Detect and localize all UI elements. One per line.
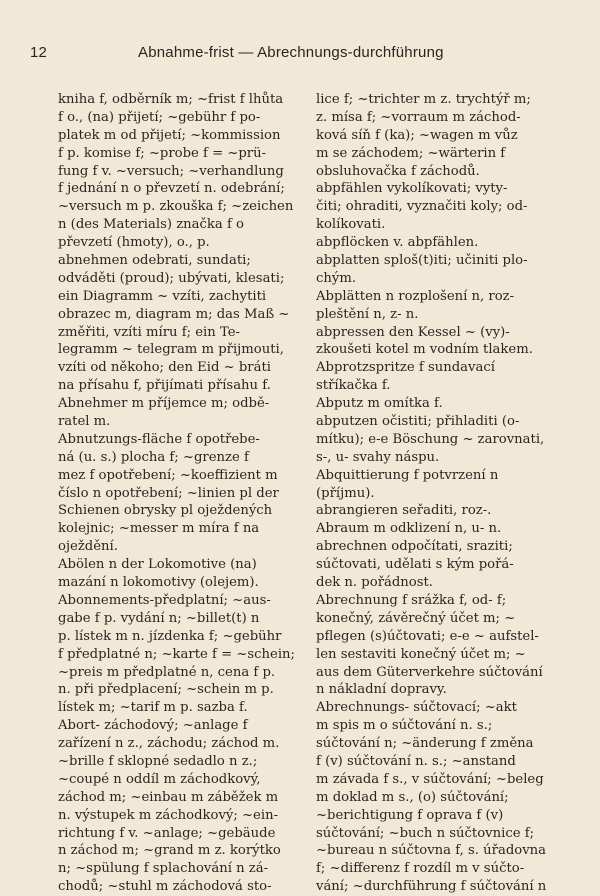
text-line: ein Diagramm ~ vzíti, zachytiti xyxy=(58,288,267,304)
text-line: převzetí (hmoty), o., p. xyxy=(58,235,210,251)
text-line: f jednání n o převzetí n. odebrání; xyxy=(58,181,285,197)
text-line: n (des Materials) značka f o xyxy=(58,217,244,233)
text-line: Abrechnungs- súčtovací; ~akt xyxy=(316,700,517,716)
text-line: stříkačka f. xyxy=(316,378,391,394)
text-line: vzíti od někoho; den Eid ~ bráti xyxy=(58,360,271,376)
text-line: Abonnements-předplatní; ~aus- xyxy=(58,592,271,608)
text-line: platek m od přijetí; ~kommission xyxy=(58,127,281,143)
text-line: pleštění n, z- n. xyxy=(316,306,419,322)
right-column xyxy=(316,91,566,896)
text-line: abnehmen odebrati, sundati; xyxy=(58,253,251,269)
text-line: fung f v. ~versuch; ~verhandlung xyxy=(58,163,284,179)
text-line: f; ~differenz f rozdíl m v súčto- xyxy=(316,861,525,877)
text-line: lice f; ~trichter m z. trychtýř m; xyxy=(316,92,531,107)
text-line: m závada f s., v súčtování; ~beleg xyxy=(316,771,544,787)
text-line: z. mísa f; ~vorraum m záchod- xyxy=(316,109,521,125)
text-line: m se záchodem; ~wärterin f xyxy=(316,145,506,161)
text-line: ~bureau n súčtovna f, s. úřadovna xyxy=(316,843,547,859)
text-line: f předplatné n; ~karte f = ~schein; xyxy=(58,646,295,662)
text-line: ~coupé n oddíl m záchodkový, xyxy=(58,771,261,787)
text-line: abrangieren seřaditi, roz-. xyxy=(316,503,492,519)
text-line: m doklad m s., (o) súčtování; xyxy=(316,789,509,805)
text-line: záchod m; ~einbau m záběžek m xyxy=(58,789,279,805)
text-line: mez f opotřebení; ~koeffizient m xyxy=(58,467,278,483)
text-line: ~versuch m p. zkouška f; ~zeichen xyxy=(58,199,294,215)
left-column xyxy=(58,91,301,896)
running-title: Abnahme-frist — Abrechnungs-durchführung xyxy=(138,44,444,61)
text-line: s-, u- svahy náspu. xyxy=(316,449,440,465)
text-line: súčtování; ~buch n súčtovnice f; xyxy=(316,825,535,841)
text-line: abpflöcken v. abpfählen. xyxy=(316,235,479,251)
text-line: zařízení n z., záchodu; záchod m. xyxy=(58,736,280,752)
text-line: obsluhovačka f záchodů. xyxy=(316,163,480,179)
text-line: Abölen n der Lokomotive (na) xyxy=(58,557,257,573)
text-line: richtung f v. ~anlage; ~gebäude xyxy=(58,825,276,841)
text-line: ková síň f (ka); ~wagen m vůz xyxy=(316,127,518,143)
text-line: kolíkovati. xyxy=(316,217,386,233)
text-line: ~berichtigung f oprava f (v) xyxy=(316,807,504,823)
text-line: čiti; ohraditi, vyznačiti koly; od- xyxy=(316,199,528,215)
text-line: abplatten sploš(t)iti; učiniti plo- xyxy=(316,253,528,269)
text-line: ratel m. xyxy=(58,414,111,430)
text-line: legramm ~ telegram m přijmouti, xyxy=(58,342,284,358)
text-line: změřiti, vzíti míru f; ein Te- xyxy=(58,324,240,340)
text-line: ná (u. s.) plocha f; ~grenze f xyxy=(58,449,249,465)
text-line: mítku); e-e Böschung ~ zarovnati, xyxy=(316,431,545,447)
text-line: lístek m; ~tarif m p. sazba f. xyxy=(58,700,248,716)
text-line: chodů; ~stuhl m záchodová sto- xyxy=(58,879,272,895)
text-line: číslo n opotřebení; ~linien pl der xyxy=(58,485,279,501)
text-line: Abquittierung f potvrzení n xyxy=(316,467,499,483)
text-line: Abraum m odklizení n, u- n. xyxy=(316,521,502,537)
text-line: f p. komise f; ~probe f = ~prü- xyxy=(58,145,267,161)
page-header xyxy=(30,44,570,68)
text-line: zkoušeti kotel m vodním tlakem. xyxy=(316,342,533,358)
text-line: mazání n lokomotivy (olejem). xyxy=(58,575,259,591)
text-line: Abort- záchodový; ~anlage f xyxy=(58,718,248,734)
text-line: n. při předplacení; ~schein m p. xyxy=(58,682,274,698)
text-line: konečný, závěrečný účet m; ~ xyxy=(316,610,516,626)
text-line: Abnehmer m příjemce m; odbě- xyxy=(58,396,270,412)
text-line: n. výstupek m záchodkový; ~ein- xyxy=(58,807,279,823)
text-line: odváděti (proud); ubývati, klesati; xyxy=(58,270,285,286)
text-line: n záchod m; ~grand m z. korýtko xyxy=(58,843,281,859)
text-line: len sestaviti konečný účet m; ~ xyxy=(316,646,526,662)
text-line: Abprotzspritze f sundavací xyxy=(316,360,495,376)
text-line: chým. xyxy=(316,270,357,286)
text-line: obrazec m, diagram m; das Maß ~ xyxy=(58,306,290,322)
text-line: abrechnen odpočítati, sraziti; xyxy=(316,539,513,555)
text-line: Abrechnung f srážka f, od- f; xyxy=(316,592,507,608)
text-line: dek n. pořádnost. xyxy=(316,575,433,591)
text-line: kniha f, odběrník m; ~frist f lhůta xyxy=(58,92,284,107)
text-line: ~preis m předplatné n, cena f p. xyxy=(58,664,276,680)
text-line: Abputz m omítka f. xyxy=(316,396,443,412)
text-line: aus dem Güterverkehre súčtování xyxy=(316,664,543,680)
text-line: (příjmu). xyxy=(316,485,375,501)
text-line: pflegen (s)účtovati; e-e ~ aufstel- xyxy=(316,628,539,644)
text-line: kolejnic; ~messer m míra f na xyxy=(58,521,260,537)
text-line: n; ~spülung f splachování n zá- xyxy=(58,861,269,877)
text-line: Schienen obrysky pl oježdených xyxy=(58,503,273,519)
text-line: gabe f p. vydání n; ~billet(t) n xyxy=(58,610,260,626)
text-line: oježdění. xyxy=(58,539,118,555)
text-line: súčtovati, udělati s kým pořá- xyxy=(316,557,514,573)
text-line: na přísahu f, přijímati přísahu f. xyxy=(58,378,271,394)
text-line: abputzen očistiti; přihladiti (o- xyxy=(316,414,520,430)
text-line: f o., (na) přijetí; ~gebühr f po- xyxy=(58,109,261,125)
text-line: n nákladní dopravy. xyxy=(316,682,447,698)
text-line: ~brille f sklopné sedadlo n z.; xyxy=(58,753,258,769)
text-line: Abplätten n rozplošení n, roz- xyxy=(316,288,515,304)
text-line: p. lístek m n. jízdenka f; ~gebühr xyxy=(58,628,282,644)
text-line: abpressen den Kessel ~ (vy)- xyxy=(316,324,510,340)
text-line: súčtování n; ~änderung f změna xyxy=(316,736,534,752)
text-line: Abnutzungs-fläche f opotřebe- xyxy=(58,431,260,447)
text-line: vání; ~durchführung f súčtování n xyxy=(316,879,547,895)
text-line: m spis m o súčtování n. s.; xyxy=(316,718,493,734)
page-number: 12 xyxy=(30,44,48,61)
text-line: f (v) súčtování n. s.; ~anstand xyxy=(316,753,516,769)
text-line: abpfählen vykolíkovati; vyty- xyxy=(316,181,508,197)
